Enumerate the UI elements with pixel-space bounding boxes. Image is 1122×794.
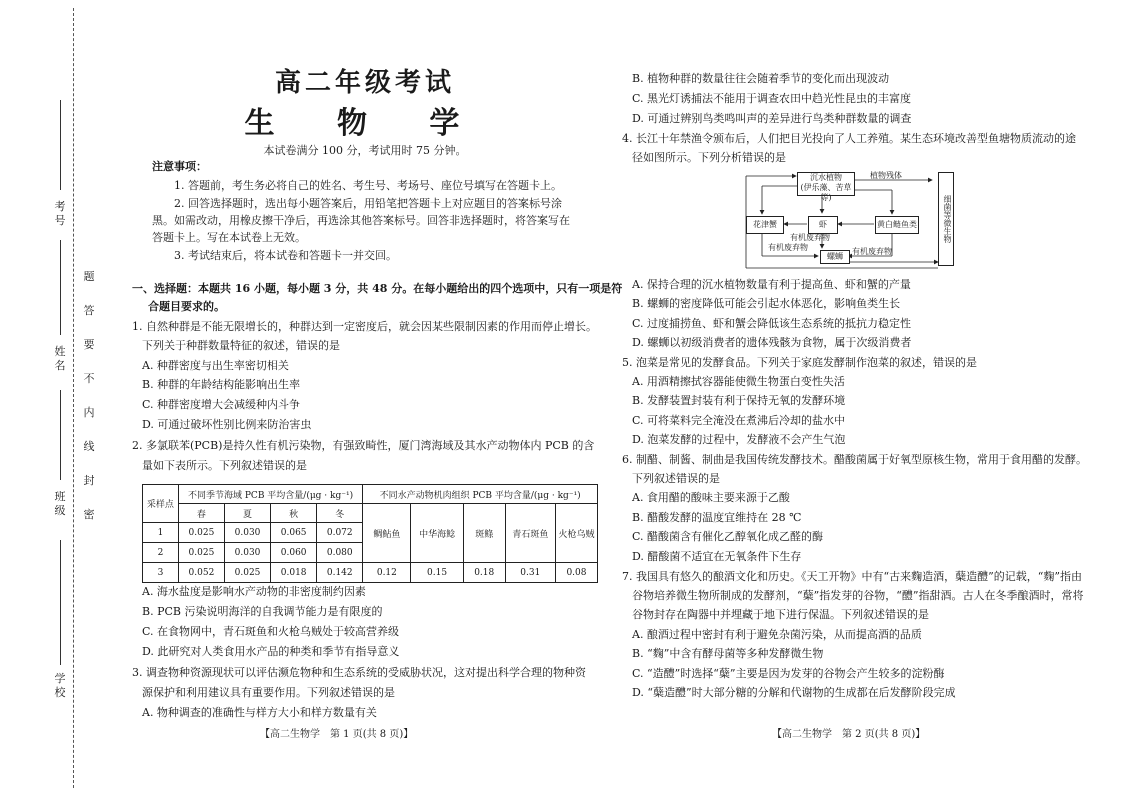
label-organic-waste: 有机废弃物 <box>852 247 892 256</box>
q3-option-c: C. 黑光灯诱捕法不能用于调查农田中趋光性昆虫的丰富度 <box>632 92 912 105</box>
seal-char: 封 <box>83 474 95 487</box>
pcb-header-season-group: 不同季节海域 PCB 平均含量/(μg · kg⁻¹) <box>178 485 362 504</box>
page-footer: 【高二生物学 第 2 页(共 8 页)】 <box>772 729 926 740</box>
label-organic-waste: 有机废弃物 <box>790 233 830 242</box>
pcb-cell: 0.080 <box>317 543 363 563</box>
q1-option-b: B. 种群的年龄结构能影响出生率 <box>142 378 301 391</box>
seal-dashed-line <box>73 8 74 788</box>
seal-char: 不 <box>83 372 95 385</box>
question-7-stem: 谷物培养微生物所制成的发酵剂，“蘖”指发芽的谷物，“醴”指甜酒。古人在冬季酿酒时，常将 <box>632 589 1084 602</box>
question-7-stem: 谷物封存在陶器中并埋藏于地下进行保温。下列叙述错误的是 <box>632 608 929 621</box>
box-decomposer: 细菌等微生物 <box>938 172 954 266</box>
q7-option-a: A. 酿酒过程中密封有利于避免杂菌污染，从而提高酒的品质 <box>632 628 922 641</box>
question-2-stem: 2. 多氯联苯(PCB)是持久性有机污染物，有强致畸性，厦门湾海域及其水产动物体内 PCB 的含 <box>132 439 595 452</box>
pcb-cell: 0.025 <box>224 563 270 583</box>
pcb-animal-cell: 0.12 <box>363 563 411 583</box>
pcb-animal-header: 青石斑鱼 <box>505 504 555 563</box>
pcb-animal-cell: 0.15 <box>411 563 463 583</box>
box-crab: 花津蟹 <box>746 216 784 234</box>
binding-strip <box>0 0 110 794</box>
q5-option-c: C. 可将菜料完全淹没在煮沸后冷却的盐水中 <box>632 414 846 427</box>
subject-title: 生 物 学 <box>244 106 486 141</box>
exam-no-field[interactable] <box>60 100 61 190</box>
q3-option-a: A. 物种调查的准确性与样方大小和样方数量有关 <box>142 706 377 719</box>
table-row <box>143 563 598 583</box>
name-field[interactable] <box>60 240 61 335</box>
notes-line: 黑。如需改动，用橡皮擦干净后，再选涂其他答案标号。回答非选择题时，将答案写在 <box>152 214 570 227</box>
pcb-season-header: 秋 <box>271 504 317 523</box>
question-5-stem: 5. 泡菜是常见的发酵食品。下列关于家庭发酵制作泡菜的叙述，错误的是 <box>622 356 977 369</box>
label-organic-waste: 有机废弃物 <box>768 243 808 252</box>
pcb-table <box>142 484 598 583</box>
material-flow-diagram <box>742 168 962 272</box>
question-6-stem: 下列叙述错误的是 <box>632 472 720 485</box>
seal-char: 答 <box>83 304 95 317</box>
q2-option-b: B. PCB 污染说明海洋的自我调节能力是有限度的 <box>142 605 383 618</box>
pcb-cell: 0.052 <box>178 563 224 583</box>
school-label: 学校 <box>54 672 66 699</box>
pcb-cell: 0.142 <box>317 563 363 583</box>
question-6-stem: 6. 制醋、制酱、制曲是我国传统发酵技术。醋酸菌属于好氧型原核生物，常用于食用醋的发酵。 <box>622 453 1087 466</box>
pcb-cell: 0.060 <box>271 543 317 563</box>
q2-option-c: C. 在食物网中，青石斑鱼和火枪乌贼处于较高营养级 <box>142 625 400 638</box>
pcb-animal-header: 火枪乌贼 <box>555 504 597 563</box>
seal-char: 要 <box>83 338 95 351</box>
q4-option-a: A. 保持合理的沉水植物数量有利于提高鱼、虾和蟹的产量 <box>632 278 911 291</box>
pcb-header-animal-group: 不同水产动物机肉组织 PCB 平均含量/(μg · kg⁻¹) <box>363 485 598 504</box>
pcb-header-sampling: 采样点 <box>143 485 179 523</box>
pcb-animal-cell: 0.31 <box>505 563 555 583</box>
q4-option-b: B. 螺蛳的密度降低可能会引起水体恶化，影响鱼类生长 <box>632 297 901 310</box>
q5-option-b: B. 发酵装置封装有利于保持无氧的发酵环境 <box>632 394 846 407</box>
question-2-stem: 量如下表所示。下列叙述错误的是 <box>142 459 307 472</box>
q2-option-a: A. 海水盐度是影响水产动物的非密度制约因素 <box>142 585 366 598</box>
exam-info: 本试卷满分 100 分，考试用时 75 分钟。 <box>263 144 467 157</box>
q6-option-c: C. 醋酸菌含有催化乙醇氧化成乙醛的酶 <box>632 530 824 543</box>
q3-option-d: D. 可通过辨别鸟类鸣叫声的差异进行鸟类种群数量的调查 <box>632 112 912 125</box>
seal-char: 密 <box>83 508 95 521</box>
pcb-point: 3 <box>143 563 179 583</box>
section-heading: 一、选择题：本题共 16 小题，每小题 3 分，共 48 分。在每小题给出的四个选项中，只有一项是符 <box>132 282 623 295</box>
q6-option-a: A. 食用醋的酸味主要来源于乙酸 <box>632 491 790 504</box>
pcb-cell: 0.030 <box>224 543 270 563</box>
question-1-stem: 下列关于种群数量特征的叙述，错误的是 <box>142 339 340 352</box>
page-footer: 【高二生物学 第 1 页(共 8 页)】 <box>260 729 414 740</box>
pcb-animal-cell: 0.08 <box>555 563 597 583</box>
q1-option-c: C. 种群密度增大会减缓种内斗争 <box>142 398 301 411</box>
question-7-stem: 7. 我国具有悠久的酿酒文化和历史。《天工开物》中有“古来麴造酒，蘖造醴”的记载，“麴”指由 <box>622 570 1082 583</box>
exam-no-label: 考号 <box>54 200 66 227</box>
q1-option-a: A. 种群密度与出生率密切相关 <box>142 359 289 372</box>
pcb-cell: 0.025 <box>178 543 224 563</box>
q7-option-b: B. “麴”中含有酵母菌等多种发酵微生物 <box>632 647 824 660</box>
q6-option-d: D. 醋酸菌不适宜在无氧条件下生存 <box>632 550 802 563</box>
pcb-point: 1 <box>143 523 179 543</box>
q3-option-b: B. 植物种群的数量往往会随着季节的变化而出现波动 <box>632 72 890 85</box>
question-1-stem: 1. 自然种群是不能无限增长的，种群达到一定密度后，就会因某些限制因素的作用而停止增长。 <box>132 320 597 333</box>
notes-line: 3. 考试结束后，将本试卷和答题卡一并交回。 <box>174 249 397 262</box>
notes-line: 2. 回答选择题时，选出每小题答案后，用铅笔把答题卡上对应题目的答案标号涂 <box>174 197 562 210</box>
seal-char: 线 <box>83 440 95 453</box>
pcb-cell: 0.025 <box>178 523 224 543</box>
label-remains: 植物残体 <box>870 171 902 180</box>
pcb-cell: 0.018 <box>271 563 317 583</box>
pcb-season-header: 冬 <box>317 504 363 523</box>
pcb-cell: 0.065 <box>271 523 317 543</box>
q5-option-d: D. 泡菜发酵的过程中，发酵液不会产生气泡 <box>632 433 846 446</box>
school-field[interactable] <box>60 540 61 665</box>
pcb-animal-header: 斑鲦 <box>463 504 505 563</box>
q2-option-d: D. 此研究对人类食用水产品的种类和季节有指导意义 <box>142 645 400 658</box>
box-snail: 螺蛳 <box>820 250 850 264</box>
q7-option-d: D. “蘖造醴”时大部分糖的分解和代谢物的生成都在后发酵阶段完成 <box>632 686 956 699</box>
notes-line: 答题卡上。写在本试卷上无效。 <box>152 231 306 244</box>
name-label: 姓名 <box>54 345 66 372</box>
class-field[interactable] <box>60 390 61 480</box>
seal-char: 题 <box>83 270 95 283</box>
class-label: 班级 <box>54 490 66 517</box>
question-4-stem: 径如图所示。下列分析错误的是 <box>632 151 786 164</box>
seal-char: 内 <box>83 406 95 419</box>
exam-title: 高二年级考试 <box>274 68 455 98</box>
notes-line: 1. 答题前，考生务必将自己的姓名、考生号、考场号、座位号填写在答题卡上。 <box>174 179 562 192</box>
question-3-stem: 3. 调查物种资源现状可以评估濒危物种和生态系统的受威胁状况，这对提出科学合理的物种资 <box>132 666 586 679</box>
pcb-animal-header: 中华海鲶 <box>411 504 463 563</box>
box-fish: 黄白鲢鱼类 <box>875 216 919 234</box>
box-submerged-plants: 沉水植物 (伊乐藻、苦草等) <box>797 172 855 196</box>
q6-option-b: B. 醋酸发酵的温度宜维持在 28 ℃ <box>632 511 802 524</box>
box-shrimp: 虾 <box>808 216 838 234</box>
question-3-stem: 源保护和利用建议具有重要作用。下列叙述错误的是 <box>142 686 395 699</box>
pcb-animal-header: 鲷鲇鱼 <box>363 504 411 563</box>
pcb-season-header: 春 <box>178 504 224 523</box>
q7-option-c: C. “造醴”时选择“蘖”主要是因为发芽的谷物会产生较多的淀粉酶 <box>632 667 945 680</box>
pcb-animal-cell: 0.18 <box>463 563 505 583</box>
q4-option-d: D. 螺蛳以初级消费者的遗体残骸为食物，属于次级消费者 <box>632 336 912 349</box>
page-1 <box>130 0 623 794</box>
notes-heading: 注意事项： <box>152 160 207 173</box>
pcb-cell: 0.072 <box>317 523 363 543</box>
pcb-season-header: 夏 <box>224 504 270 523</box>
q1-option-d: D. 可通过破坏性别比例来防治害虫 <box>142 418 312 431</box>
pcb-cell: 0.030 <box>224 523 270 543</box>
page-2 <box>622 0 1092 794</box>
section-heading: 合题目要求的。 <box>148 300 225 313</box>
q4-option-c: C. 过度捕捞鱼、虾和蟹会降低该生态系统的抵抗力稳定性 <box>632 317 912 330</box>
q5-option-a: A. 用酒精擦拭容器能使微生物蛋白变性失活 <box>632 375 845 388</box>
pcb-point: 2 <box>143 543 179 563</box>
question-4-stem: 4. 长江十年禁渔令颁布后，人们把目光投向了人工养殖。某生态环境改善型鱼塘物质流动的途 <box>622 132 1076 145</box>
